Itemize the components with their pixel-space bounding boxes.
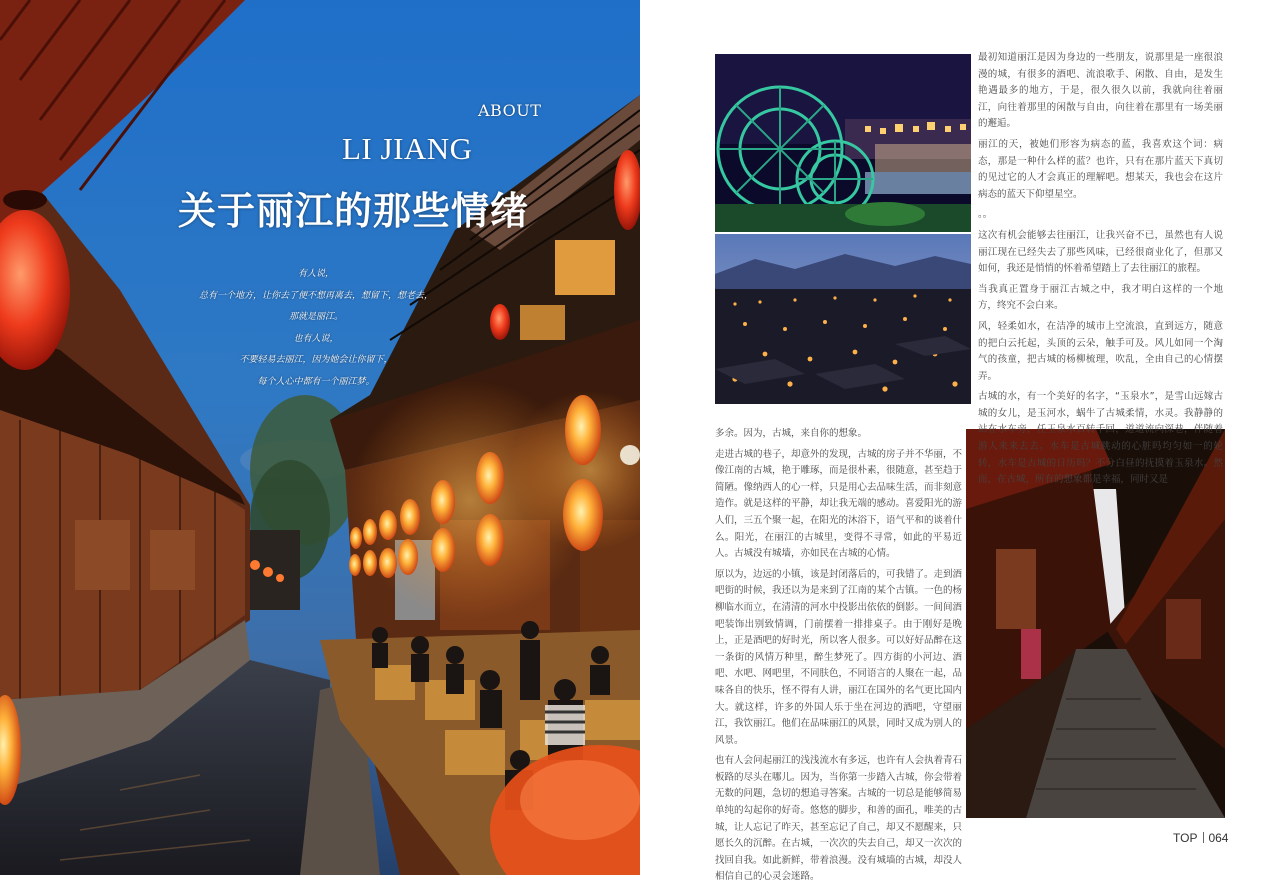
article-paragraph: 多余。因为，古城，来自你的想象。 [715, 428, 868, 439]
water-wheel-night-photo [715, 54, 971, 232]
intro-poem [166, 264, 466, 393]
kicker-about: ABOUT [478, 101, 542, 120]
article-paragraph: 最初知道丽江是因为身边的一些朋友，说那里是一座很浪漫的城，有很多的酒吧、流浪歌手、闲散、自由，是发生艳遇最多的地方，于是，很久很久以前，我就向往着丽江，向往着那里的闲散与自由，向往着在那里有一场美丽的邂逅。 [978, 52, 1223, 130]
article-paragraph: 走进古城的巷子，却意外的发现，古城的房子并不华丽，不像江南的古城，艳于雕琢，而是很朴素，很随意，甚至趋于简陋。像纳西人的心一样，只是用心去品味生活，而非刻意造作。就是这样的平静，却让我无端的感动。喜爱阳光的游人们，三五个聚一起，在阳光的沐浴下，语气平和的谈着什么。阳光，在丽江的古城里，变得不寻常，如此的平易近人。古城没有城墙，亦如民在古城的心情。 [715, 448, 963, 560]
poem-line: 不要轻易去丽江，因为她会让你留下， [239, 355, 393, 365]
article-paragraph: 这次有机会能够去往丽江，让我兴奋不已，虽然也有人说丽江现在已经失去了那些风味，已经很商业化了，但那又如何，我还是悄悄的怀着希望踏上了去往丽江的旅程。 [978, 229, 1223, 275]
page-number: 064 [1208, 831, 1229, 845]
magazine-name: TOP [1173, 831, 1198, 845]
folio-divider [1203, 832, 1204, 843]
left-page [0, 0, 640, 875]
title-chinese: 关于丽江的那些情绪 [178, 188, 530, 233]
lijiang-night-street-photo [0, 0, 640, 875]
poem-line: 也有人说， [293, 333, 339, 344]
poem-line: 那就是丽江。 [288, 312, 343, 322]
title-english: LI JIANG [342, 131, 473, 166]
article-paragraph: 也有人会问起丽江的浅浅流水有多远，也许有人会执着青石板路的尽头在哪儿。因为，当你第一步踏入古城，你会带着无数的问题，急切的想追寻答案。古城的一切总是能够简易单纯的勾起你的好奇。悠悠的脚步，和善的面孔，唯美的古城，让人忘记了昨天，甚至忘记了自己，却又不愿醒来，只愿长久的沉醉。在古城，一次次的失去自己，却又一次次的找回自我。如此新鲜，带着浪漫。没有城墙的古城，却没人相信自己的心灵会迷路。 [715, 755, 963, 883]
article-paragraph: 。。 [978, 209, 993, 221]
poem-line: 每个人心中都有一个丽江梦。 [257, 376, 375, 387]
page-folio [1173, 831, 1228, 845]
article-paragraph: 原以为，边远的小镇，该是封闭落后的，可我错了。走到酒吧街的时候，我还以为是来到了江南的某个古镇。一色的杨柳临水而立，在清清的河水中投影出依依的倒影。一间间酒吧装饰出别致情调，门前摆着一排排桌子。由于刚好是晚上，正是酒吧的好时光，所以客人很多。可以好好品醉在这一条街的风情万种里，醉生梦死了。四方街的小河边、酒吧、水吧、网吧里，不同肤色，不同语言的人聚在一起，品味各自的快乐，怪不得有人讲，丽江在国外的名气更比国内大。就这样，许多的外国人乐于坐在河边的酒吧，守望丽江，我饮丽江。他们在品味丽江的风景，同时又成为别人的风景。 [715, 568, 963, 746]
poem-line: 总有一个地方，让你去了便不想再离去，想留下，想老去， [198, 290, 433, 301]
poem-line: 有人说， [297, 269, 334, 279]
article-column-two [715, 426, 962, 886]
article-paragraph: 风，轻柔如水，在洁净的城市上空流浪，直到远方，随意的把白云托起，头顶的云朵，触手可及。风儿如同一个淘气的孩童，把古城的杨柳梳理，吹乱，全由自己的心情摆弄。 [978, 320, 1223, 382]
article-paragraph: 丽江的天，被她们形容为病态的蓝，我喜欢这个词：病态，那是一种什么样的蓝？也许，只有在那片蓝天下真切的见过它的人才会真正的理解吧。想某天，我也会在这片病态的蓝天下仰望星空。 [978, 138, 1223, 200]
old-town-overview-photo [715, 234, 971, 404]
article-paragraph: 当我真正置身于丽江古城之中，我才明白这样的一个地方，终究不会白来。 [978, 283, 1223, 312]
article-column-one [978, 50, 1223, 489]
article-paragraph: 古城的水，有一个美好的名字，“玉泉水”，是雪山远嫁古城的女儿，是玉河水，蜗牛了古城柔情，水灵。我静静的站在水车旁，任玉泉水百转千回，道道流向深巷，伴随着游人来来去去。水车是古城跳动的心脏吗均匀如一的轮转，水车是古城的日历吗？不分白昼的抚摸着玉泉水。然而，在古城，所有的想象都是幸福，同时又是 [978, 391, 1223, 486]
right-page [640, 0, 1280, 883]
